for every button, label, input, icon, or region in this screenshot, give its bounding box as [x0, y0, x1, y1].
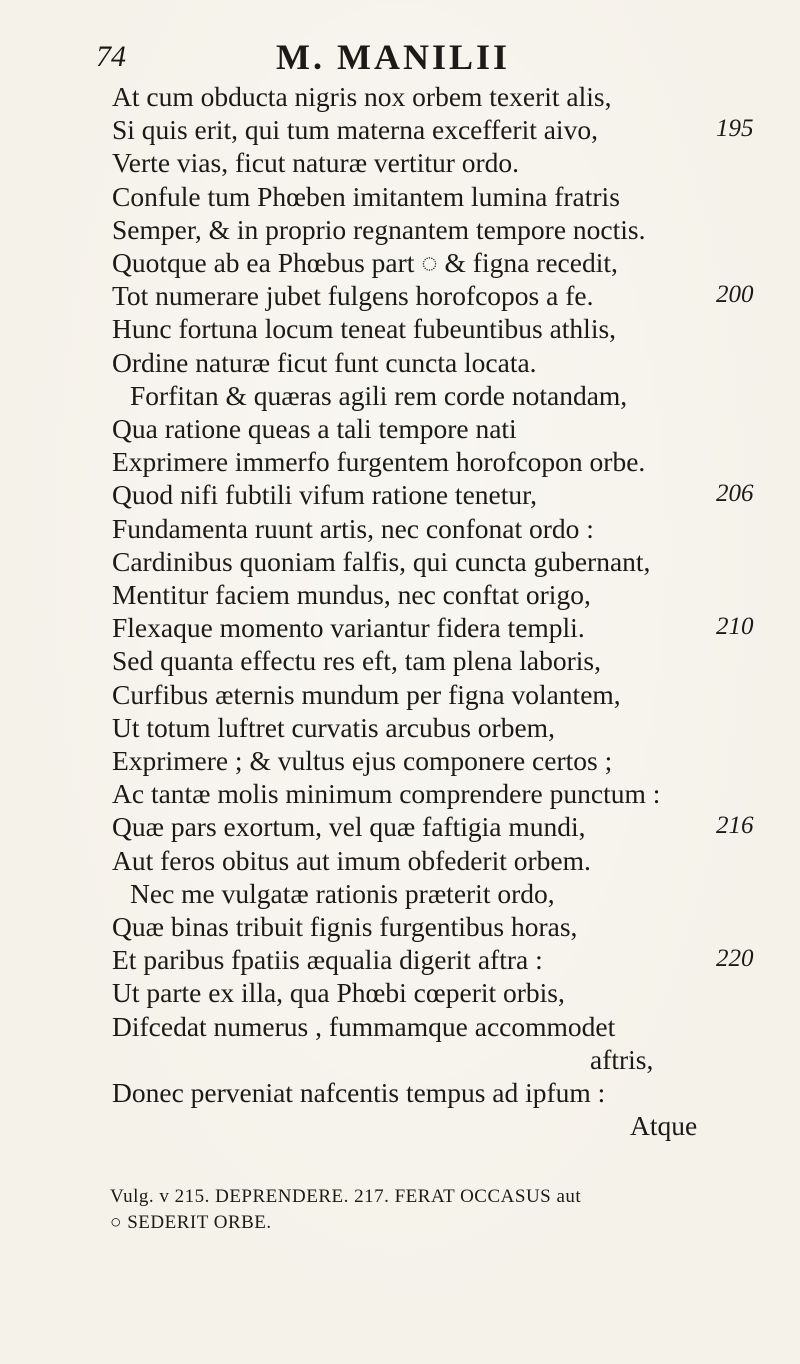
verse-line — [130, 877, 555, 910]
verse-text: Quæ binas tribuit fignis furgentibus horas, — [112, 911, 578, 942]
verse-text: Ac tantæ molis minimum comprendere punctum : — [112, 778, 661, 809]
verse-text: Semper, & in proprio regnantem tempore noctis. — [112, 214, 646, 245]
verse-line — [630, 1109, 697, 1142]
verse-line — [112, 180, 620, 213]
verse-text: Quotque ab ea Phœbus part ◌ & figna recedit, — [112, 247, 618, 278]
verse-line — [112, 80, 611, 113]
running-head — [96, 36, 776, 86]
verse-text: Cardinibus quoniam falfis, qui cuncta gubernant, — [112, 546, 651, 577]
verse-line — [112, 943, 543, 976]
verse-text: Curfibus æternis mundum per figna volantem, — [112, 679, 621, 710]
verse-text: At cum obducta nigris nox orbem texerit alis, — [112, 81, 612, 112]
verse-text: Quæ pars exortum, vel quæ faftigia mundi, — [112, 811, 586, 842]
verse-text: Si quis erit, qui tum materna excefferit aivo, — [112, 114, 598, 145]
verse-text: aftris, — [590, 1044, 654, 1075]
line-number: 195 — [716, 115, 754, 142]
verse-text: Sed quanta effectu res eft, tam plena laboris, — [112, 645, 601, 676]
verse-text: Ordine naturæ ficut funt cuncta locata. — [112, 347, 537, 378]
verse-text: Nec me vulgatæ rationis præterit ordo, — [130, 878, 555, 909]
verse-text: Exprimere immerfo furgentem horofcopon orbe. — [112, 446, 646, 477]
verse-line — [112, 678, 621, 711]
verse-text: Forfitan & quæras agili rem corde notandam, — [130, 380, 628, 411]
verse-text: Quod nifi fubtili vifum ratione tenetur, — [112, 479, 538, 510]
verse-text: Atque — [630, 1110, 698, 1141]
verse-line — [112, 445, 645, 478]
verse-text: Confule tum Phœben imitantem lumina fratris — [112, 181, 620, 212]
verse-line — [112, 810, 586, 843]
verse-line — [112, 346, 537, 379]
verse-line — [112, 777, 660, 810]
verse-text: Qua ratione queas a tali tempore nati — [112, 413, 517, 444]
verse-line — [112, 478, 537, 511]
verse-text: Verte vias, ficut naturæ vertitur ordo. — [112, 147, 520, 178]
verse-line — [112, 1076, 605, 1109]
verse-line — [112, 412, 517, 445]
verse-text: Fundamenta ruunt artis, nec confonat ordo : — [112, 513, 594, 544]
line-number: 206 — [716, 480, 754, 507]
verse-text: Exprimere ; & vultus ejus componere certos ; — [112, 745, 613, 776]
verse-line — [112, 246, 618, 279]
verse-line — [112, 976, 565, 1009]
verse-line — [112, 1010, 615, 1043]
verse-line — [112, 611, 585, 644]
verse-line — [112, 844, 591, 877]
verse-text: Hunc fortuna locum teneat fubeuntibus athlis, — [112, 313, 617, 344]
verse-text: Difcedat numerus , fummamque accommodet — [112, 1011, 616, 1042]
verse-line — [112, 910, 577, 943]
footnote — [110, 1184, 790, 1236]
verse-line — [112, 644, 601, 677]
line-number: 200 — [716, 281, 754, 308]
verse-line — [112, 312, 616, 345]
verse-text: Et paribus fpatiis æqualia digerit aftra : — [112, 944, 543, 975]
running-title: M. MANILII — [276, 37, 510, 77]
line-number: 216 — [716, 812, 754, 839]
verse-text: Ut parte ex illa, qua Phœbi cœperit orbis, — [112, 977, 565, 1008]
footnote-line: Vulg. v 215. DEPRENDERE. 217. FERAT OCCASUS aut — [110, 1186, 582, 1207]
verse-line — [112, 213, 645, 246]
line-number: 210 — [716, 613, 754, 640]
verse-text: Ut totum luftret curvatis arcubus orbem, — [112, 712, 555, 743]
verse-line — [590, 1043, 653, 1076]
verse-line — [112, 711, 555, 744]
verse-line — [112, 744, 612, 777]
verse-line — [130, 379, 627, 412]
verse-text: Donec perveniat nafcentis tempus ad ipfum : — [112, 1077, 606, 1108]
page-number: 74 — [96, 40, 126, 73]
verse-line — [112, 545, 650, 578]
verse-line — [112, 578, 591, 611]
verse-line — [112, 512, 594, 545]
verse-line — [112, 113, 598, 146]
verse-text: Mentitur faciem mundus, nec conftat origo, — [112, 579, 591, 610]
verse-text: Flexaque momento variantur fidera templi. — [112, 612, 585, 643]
verse-text: Aut feros obitus aut imum obfederit orbem. — [112, 845, 591, 876]
verse-line — [112, 279, 593, 312]
line-number: 220 — [716, 945, 754, 972]
verse-text: Tot numerare jubet fulgens horofcopos a fe. — [112, 280, 594, 311]
footnote-line: ○ SEDERIT ORBE. — [110, 1212, 272, 1233]
verse-line — [112, 146, 519, 179]
